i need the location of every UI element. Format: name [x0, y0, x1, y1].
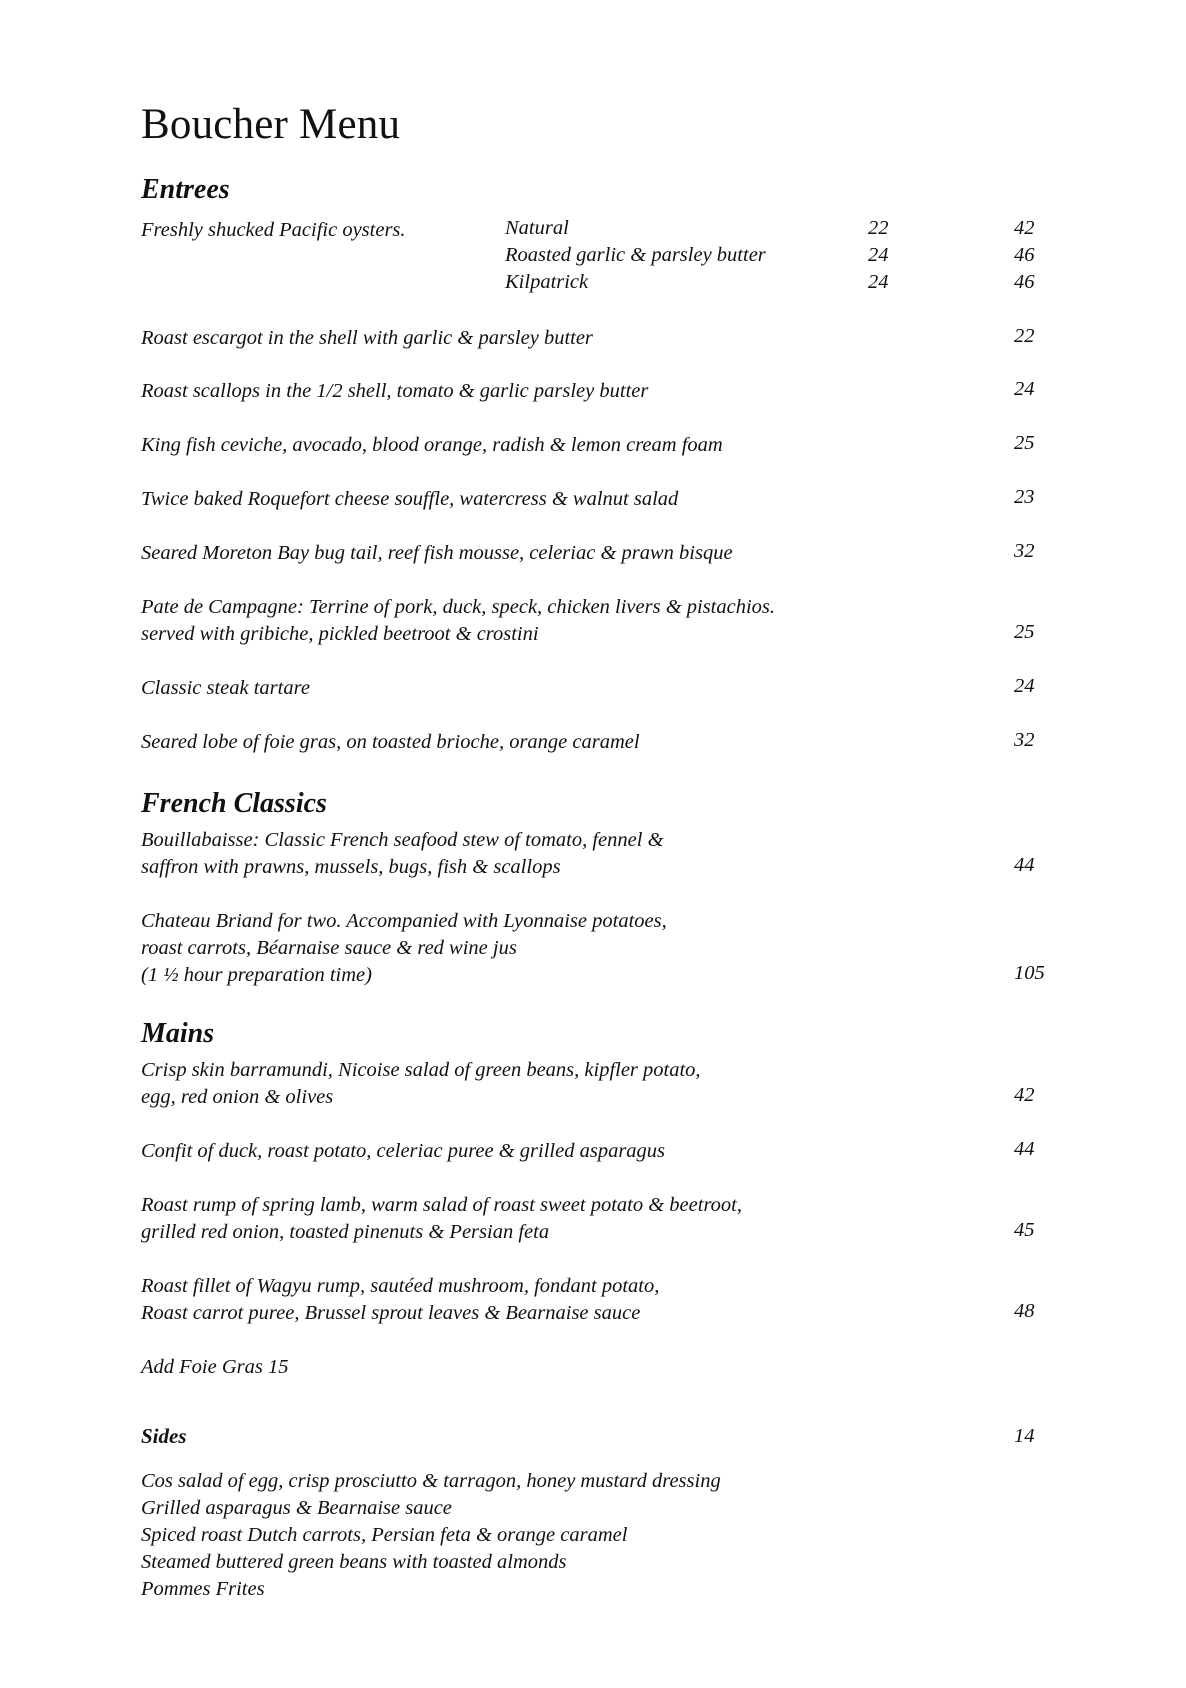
item-price: 48 — [1014, 1300, 1035, 1322]
item-description: Roast rump of spring lamb, warm salad of roast sweet potato & beetroot, — [141, 1194, 742, 1216]
oyster-option-dozen-price: 46 — [1014, 271, 1035, 293]
section-heading-entrees: Entrees — [141, 174, 230, 205]
sides-price: 14 — [1014, 1425, 1035, 1447]
item-description: Roast scallops in the 1/2 shell, tomato & garlic parsley butter — [141, 380, 649, 402]
item-description: saffron with prawns, mussels, bugs, fish & scallops — [141, 856, 561, 878]
oyster-option-label: Kilpatrick — [505, 271, 589, 293]
item-price: 105 — [1014, 962, 1045, 984]
item-description: Seared lobe of foie gras, on toasted brioche, orange caramel — [141, 731, 640, 753]
item-price: 23 — [1014, 486, 1035, 508]
item-description: Roast escargot in the shell with garlic & parsley butter — [141, 327, 593, 349]
addon-note: Add Foie Gras 15 — [141, 1356, 289, 1378]
oyster-option-half-price: 22 — [868, 217, 889, 239]
item-price: 45 — [1014, 1219, 1035, 1241]
item-price: 44 — [1014, 1138, 1035, 1160]
item-description: Confit of duck, roast potato, celeriac puree & grilled asparagus — [141, 1140, 666, 1162]
side-item: Steamed buttered green beans with toasted almonds — [141, 1551, 567, 1573]
item-description: egg, red onion & olives — [141, 1086, 334, 1108]
item-description: served with gribiche, pickled beetroot & crostini — [141, 623, 539, 645]
section-heading-french-classics: French Classics — [141, 788, 327, 819]
item-description: (1 ½ hour preparation time) — [141, 964, 372, 986]
item-price: 42 — [1014, 1084, 1035, 1106]
oyster-option-half-price: 24 — [868, 244, 889, 266]
item-description: Pate de Campagne: Terrine of pork, duck, speck, chicken livers & pistachios. — [141, 596, 776, 618]
item-price: 22 — [1014, 325, 1035, 347]
item-price: 44 — [1014, 854, 1035, 876]
item-description: Bouillabaisse: Classic French seafood stew of tomato, fennel & — [141, 829, 664, 851]
oyster-option-label: Roasted garlic & parsley butter — [505, 244, 766, 266]
page-title: Boucher Menu — [141, 101, 401, 148]
item-description: Seared Moreton Bay bug tail, reef fish mousse, celeriac & prawn bisque — [141, 542, 733, 564]
item-description: Roast fillet of Wagyu rump, sautéed mushroom, fondant potato, — [141, 1275, 660, 1297]
section-heading-mains: Mains — [141, 1018, 215, 1049]
item-description: King fish ceviche, avocado, blood orange, radish & lemon cream foam — [141, 434, 723, 456]
item-description: Classic steak tartare — [141, 677, 310, 699]
section-heading-sides: Sides — [141, 1424, 187, 1448]
item-description: grilled red onion, toasted pinenuts & Persian feta — [141, 1221, 550, 1243]
oyster-option-label: Natural — [505, 217, 569, 239]
item-price: 25 — [1014, 432, 1035, 454]
item-description: Twice baked Roquefort cheese souffle, watercress & walnut salad — [141, 488, 679, 510]
item-price: 24 — [1014, 378, 1035, 400]
side-item: Grilled asparagus & Bearnaise sauce — [141, 1497, 452, 1519]
item-price: 25 — [1014, 621, 1035, 643]
item-price: 32 — [1014, 540, 1035, 562]
item-description: Roast carrot puree, Brussel sprout leaves & Bearnaise sauce — [141, 1302, 641, 1324]
item-description: Chateau Briand for two. Accompanied with Lyonnaise potatoes, — [141, 910, 667, 932]
oysters-name: Freshly shucked Pacific oysters. — [141, 219, 406, 241]
item-price: 32 — [1014, 729, 1035, 751]
oyster-option-half-price: 24 — [868, 271, 889, 293]
side-item: Cos salad of egg, crisp prosciutto & tarragon, honey mustard dressing — [141, 1470, 721, 1492]
side-item: Spiced roast Dutch carrots, Persian feta & orange caramel — [141, 1524, 628, 1546]
oyster-option-dozen-price: 46 — [1014, 244, 1035, 266]
item-description: Crisp skin barramundi, Nicoise salad of green beans, kipfler potato, — [141, 1059, 701, 1081]
oyster-option-dozen-price: 42 — [1014, 217, 1035, 239]
side-item: Pommes Frites — [141, 1578, 265, 1600]
item-price: 24 — [1014, 675, 1035, 697]
item-description: roast carrots, Béarnaise sauce & red wine jus — [141, 937, 517, 959]
